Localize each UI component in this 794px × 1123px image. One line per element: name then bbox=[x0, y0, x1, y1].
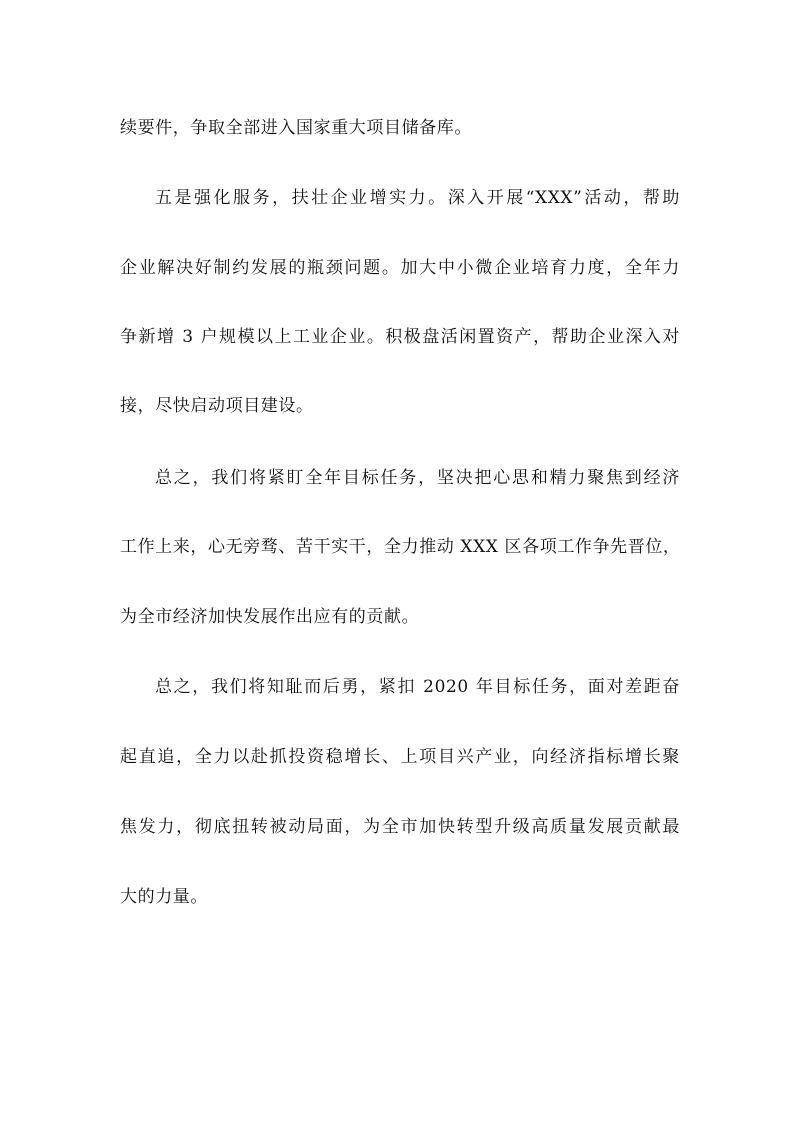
paragraph-1-line-1: 续要件，争取全部进入国家重大项目储备库。 bbox=[120, 118, 472, 138]
paragraph-4-line-1: 总之，我们将知耻而后勇，紧扣 2020 年目标任务，面对差距奋 bbox=[155, 677, 680, 697]
paragraph-3-line-2: 工作上来，心无旁骛、苦干实干，全力推动 XXX 区各项工作争先晋位， bbox=[120, 537, 681, 557]
paragraph-2-line-1: 五是强化服务，扶壮企业增实力。深入开展“XXX”活动，帮助 bbox=[155, 188, 680, 208]
paragraph-2-line-3: 争新增 3 户规模以上工业企业。积极盘活闲置资产，帮助企业深入对 bbox=[120, 327, 680, 347]
paragraph-3-line-1: 总之，我们将紧盯全年目标任务，坚决把心思和精力聚焦到经济 bbox=[155, 468, 680, 488]
paragraph-4-line-3: 焦发力，彻底扭转被动局面，为全市加快转型升级高质量发展贡献最 bbox=[120, 817, 680, 837]
paragraph-2-line-4: 接，尽快启动项目建设。 bbox=[120, 396, 314, 416]
paragraph-4-line-4: 大的力量。 bbox=[120, 887, 208, 907]
paragraph-2-line-2: 企业解决好制约发展的瓶颈问题。加大中小微企业培育力度，全年力 bbox=[120, 258, 680, 278]
paragraph-3-line-3: 为全市经济加快发展作出应有的贡献。 bbox=[120, 607, 420, 627]
paragraph-4-line-2: 起直追，全力以赴抓投资稳增长、上项目兴产业，向经济指标增长聚 bbox=[120, 747, 680, 767]
